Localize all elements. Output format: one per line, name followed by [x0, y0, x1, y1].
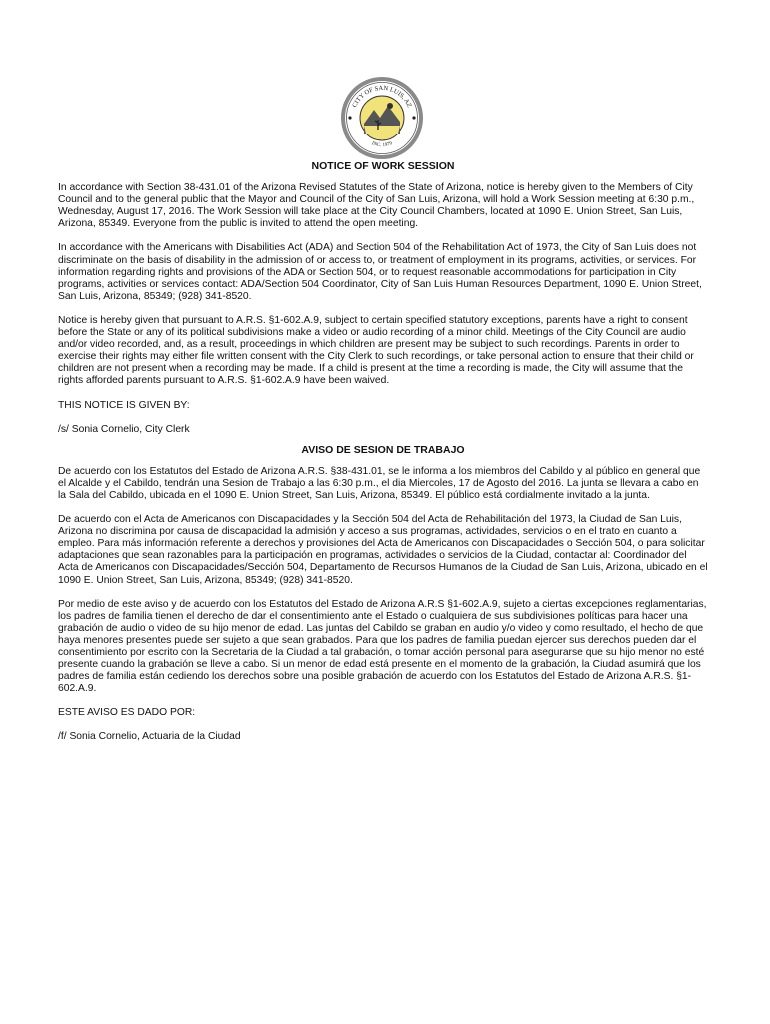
document-body	[58, 160, 708, 756]
english-paragraph-2: In accordance with the Americans with Disabilities Act (ADA) and Section 504 of the Rehabilitation Act of 1973, the City of San Luis does not discriminate on the basis of disability in the admission of or access to, or treatment of employment in its programs, activities, or services. For information regarding rights and provisions of the ADA or Section 504, or to request reasonable accommodations for participation in City programs, activities or services contact: ADA/Section 504 Coordinator, City of San Luis Human Resources Department, 1090 E. Union Street, San Luis, Arizona, 85349; (928) 341-8520.	[58, 242, 702, 302]
english-signature: /s/ Sonia Cornelio, City Clerk	[58, 423, 190, 435]
seal-bottom-text: INC. 1979	[370, 141, 394, 149]
spanish-paragraph-3: Por medio de este aviso y de acuerdo con los Estatutos del Estado de Arizona A.R.S §1-602.A.9, sujeto a ciertas excepciones reglamentarias, los padres de familia tienen el derecho de dar el consentimiento ante el Estado o cualquiera de sus subdivisiones políticas para hacer una grabación de audio o video de su hijo menor de edad. Las juntas del Cabildo se graban en audio y/o video y como resultado, el hecho de que haya menores presentes puede ser sujeto a que sean grabados. Para que los padres de familia puedan ejercer sus derechos pueden dar el consentimiento por escrito con la Secretaria de la Ciudad a tal grabación, o tomar acción personal para asegurarse que su hijo menor no esté presente cuando la grabación se lleve a cabo. Si un menor de edad está presente en el momento de la grabación, la Ciudad asumirá que los padres de familia están cediendo los derechos sobre una posible grabación de acuerdo con los Estatutos del Estado de Arizona A.R.S. §1-602.A.9.	[58, 598, 707, 695]
seal-icon	[340, 76, 424, 160]
city-seal-logo	[340, 76, 424, 160]
english-heading: NOTICE OF WORK SESSION	[311, 160, 455, 172]
spanish-heading: AVISO DE SESION DE TRABAJO	[301, 443, 465, 456]
english-given-by: THIS NOTICE IS GIVEN BY:	[58, 399, 190, 411]
spanish-given-by: ESTE AVISO ES DADO POR:	[58, 707, 196, 719]
spanish-paragraph-1: De acuerdo con los Estatutos del Estado de Arizona A.R.S. §38-431.01, se le informa a los miembros del Cabildo y al público en general que el Alcalde y el Cabildo, tendrán una Sesion de Trabajo a las 6:30 p.m., el dia Miercoles, 17 de Agosto del 2016. La junta se llevara a cabo en la Sala del Cabildo, ubicada en el 1090 E. Union Street, San Luis, Arizona, 85349. El público está cordialmente invitado a la junta.	[58, 465, 701, 501]
english-paragraph-1: In accordance with Section 38-431.01 of the Arizona Revised Statutes of the State of Arizona, notice is hereby given to the Members of City Council and to the general public that the Mayor and Council of the City of San Luis, Arizona, will hold a Work Session meeting at 6:30 p.m., Wednesday, August 17, 2016. The Work Session will take place at the City Council Chambers, located at 1090 E. Union Street, San Luis, Arizona, 85349. Everyone from the public is invited to attend the open meeting.	[58, 182, 695, 230]
spanish-signature: /f/ Sonia Cornelio, Actuaria de la Ciudad	[58, 731, 241, 743]
spanish-paragraph-2: De acuerdo con el Acta de Americanos con Discapacidades y la Sección 504 del Acta de Rehabilitación del 1973, la Ciudad de San Luis, Arizona no discrimina por causa de discapacidad la admisión y acceso a sus programas, actividades, servicios o en el trato en cuanto a empleo. Para más información referente a derechos y provisiones del Acta de Americanos con Discapacidades o Sección 504, o para solicitar adaptaciones que sean razonables para la participación en programas, actividades o servicios de la Ciudad, contactar al: Coordinador del Acta de Americanos con Discapacidades/Sección 504, Departamento de Recursos Humanos de la Ciudad de San Luis, Arizona, ubicado en el 1090 E. Union Street, San Luis, Arizona, 85349; (928) 341-8520.	[58, 514, 708, 586]
seal-top-text: CITY OF SAN LUIS, AZ	[351, 84, 413, 109]
english-paragraph-3: Notice is hereby given that pursuant to A.R.S. §1-602.A.9, subject to certain specified statutory exceptions, parents have a right to consent before the State or any of its political subdivisions make a video or audio recording of a minor child. Meetings of the City Council are audio and/or video recorded, and, as a result, proceedings in which children are present may be subject to such recordings. Parents in order to exercise their rights may either file written consent with the City Clerk to such recordings, or take personal action to ensure that their child or children are not present when a recording may be made. If a child is present at the time a recording is made, the City will assume that the rights afforded parents pursuant to A.R.S. §1-602.A.9 have been waived.	[58, 314, 694, 387]
